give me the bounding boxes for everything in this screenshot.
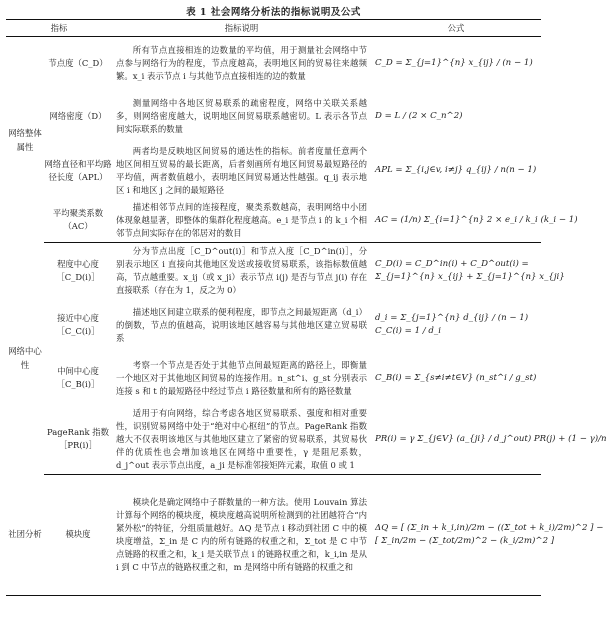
indicator-name: 节点度（C_D） bbox=[48, 57, 108, 68]
indicator-name: 接近中心度［C_C(i)］ bbox=[56, 313, 100, 336]
indicator-explanation: 适用于有向网络，综合考虑各地区贸易联系、强度和相对重要性，识别贸易网络中处于“绝对中心枢纽”的节点。PageRank 指数越大不仅表明该地区与其他地区建立了紧密的贸易联系，其贸易伙伴的优质性也会增加该地区在网络中重要性，γ 是阻尼系数，d_j^out 表示节点出度，a_ji 是标准邻接矩阵元素，取值 0 或 1 bbox=[112, 405, 371, 475]
indicator-formula: PR(i) = γ Σ_{j∈V} (a_{ji} / d_j^out) PR(j) + (1 − γ)/n bbox=[371, 405, 541, 475]
table-header-row bbox=[6, 20, 541, 37]
indicator-formula: APL = Σ_{i,j∈v, i≠j} q_{ij} / n(n − 1) bbox=[375, 165, 537, 175]
indicator-explanation: 测量网络中各地区贸易联系的疏密程度，网络中关联关系越多，则网络密度越大，说明地区间贸易联系越密切。L 表示各节点间实际联系的数量 bbox=[116, 97, 367, 134]
table-row bbox=[6, 199, 541, 243]
indicator-explanation: 分为节点出度［C_D^out(i)］和节点入度［C_D^in(i)］，分别表示地区 i 直接向其他地区发送或接收贸易联系，该指标数值越高，节点越重要。x_ij（或 x_ji）表示节点 i(j) 是否与节点 j(i) 存在直接联系（存在为 1，反之为 0） bbox=[116, 245, 367, 295]
group-label-centrality: 网络中心性 bbox=[8, 346, 42, 370]
indicator-explanation: 描述相邻节点间的连接程度，聚类系数越高，表明网络中小团体现象越显著，即整体的集群化程度越高。e_i 是节点 i 的 k_i 个相邻节点间实际存在的邻居对的数目 bbox=[112, 199, 371, 243]
header-indicator: 指标 bbox=[6, 20, 112, 37]
indicator-formula: AC = (1/n) Σ_{i=1}^{n} 2 × e_i / k_i (k_i − 1) bbox=[371, 199, 541, 243]
indicator-name: 网络直径和平均路径长度（APL） bbox=[44, 158, 112, 182]
table-caption: 表 1 社会网络分析法的指标说明及公式 bbox=[186, 7, 361, 18]
group-label-community: 社团分析 bbox=[6, 474, 44, 595]
indicator-formula: ΔQ = [ (Σ_in + k_i,in)/2m − ((Σ_tot + k_i)/2m)^2 ] − [ Σ_in/2m − (Σ_tot/2m)^2 − (k_i/2m)^2 ] bbox=[371, 474, 541, 595]
indicator-formula: C_D(i) = C_D^in(i) + C_D^out(i) = Σ_{j=1}^{n} x_{ij} + Σ_{j=1}^{n} x_{ji} bbox=[375, 258, 565, 282]
table-row bbox=[6, 474, 541, 595]
indicator-name: 网络密度（D） bbox=[49, 110, 107, 121]
indicator-explanation: 两者均是反映地区间贸易的通达性的指标。前者度量任意两个地区间相互贸易的最长距离，后者刻画所有地区间贸易最短路径的平均值，两者数值越小，表明地区间贸易通达性越强。q_ij 表示地区 i 和地区 j 之间的最短路径 bbox=[116, 145, 367, 195]
indicator-explanation: 所有节点直接相连的边数量的平均值，用于测量社会网络中节点参与网络行为的程度，节点度越高，表明地区间的贸易往来越频繁。x_i 表示节点 i 与其他节点直接相连的边的数量 bbox=[116, 44, 367, 81]
indicator-name: 中间中心度［C_B(i)］ bbox=[56, 366, 100, 389]
indicator-explanation: 描述地区间建立联系的便利程度，即节点之间最短距离（d_i）的倒数，节点的值越高，说明该地区越容易与其他地区建立贸易联系 bbox=[116, 306, 367, 343]
indicator-table bbox=[6, 19, 607, 596]
indicator-formula: D = L / (2 × C_n^2) bbox=[375, 110, 463, 121]
indicator-formula: d_i = Σ_{j=1}^{n} d_{ij} / (n − 1) C_C(i) = 1 / d_i bbox=[375, 313, 529, 336]
table-row bbox=[6, 37, 541, 90]
table-row bbox=[6, 405, 541, 475]
header-explanation: 指标说明 bbox=[112, 20, 371, 37]
table-row bbox=[6, 143, 541, 199]
group-label-overall: 网络整体属性 bbox=[8, 127, 42, 152]
header-formula: 公式 bbox=[371, 20, 541, 37]
indicator-formula: C_B(i) = Σ_{s≠i≠t∈V} (n_st^i / g_st) bbox=[375, 372, 537, 383]
indicator-explanation: 模块化是确定网络中子群数量的一种方法。使用 Louvain 算法计算每个网络的模块度，模块度越高说明所检测到的社团越符合“内紧外松”的特征，分组质量越好。ΔQ 是节点 i 移动到社团 C 中的模块度增益，Σ_in 是 C 内的所有链路的权重之和，Σ_tot 是 C 中节点链路的权重之和，k_i 是关联节点 i 的链路权重之和，k_i,in 是从 i 到 C 中节点的链路权重之和，m 是网络中所有链路的权重之和 bbox=[112, 474, 371, 595]
table-row bbox=[6, 90, 541, 143]
indicator-formula: C_D = Σ_{j=1}^{n} x_{ij} / (n − 1) bbox=[375, 57, 533, 68]
indicator-name: 程度中心度［C_D(i)］ bbox=[56, 258, 100, 282]
indicator-explanation: 考察一个节点是否处于其他节点间最短距离的路径上，即衡量一个地区对于其他地区间贸易的连接作用。n_st^i、g_st 分别表示连接 s 和 t 的最短路径中经过节点 i 路径数量和所有的路径数量 bbox=[116, 359, 367, 396]
indicator-name: 平均聚类系数（AC） bbox=[44, 199, 112, 243]
table-row bbox=[6, 242, 541, 299]
indicator-name: 模块度 bbox=[44, 474, 112, 595]
indicator-name: PageRank 指数［PR(i)］ bbox=[44, 405, 112, 475]
table-row bbox=[6, 299, 541, 352]
table-row bbox=[6, 352, 541, 405]
